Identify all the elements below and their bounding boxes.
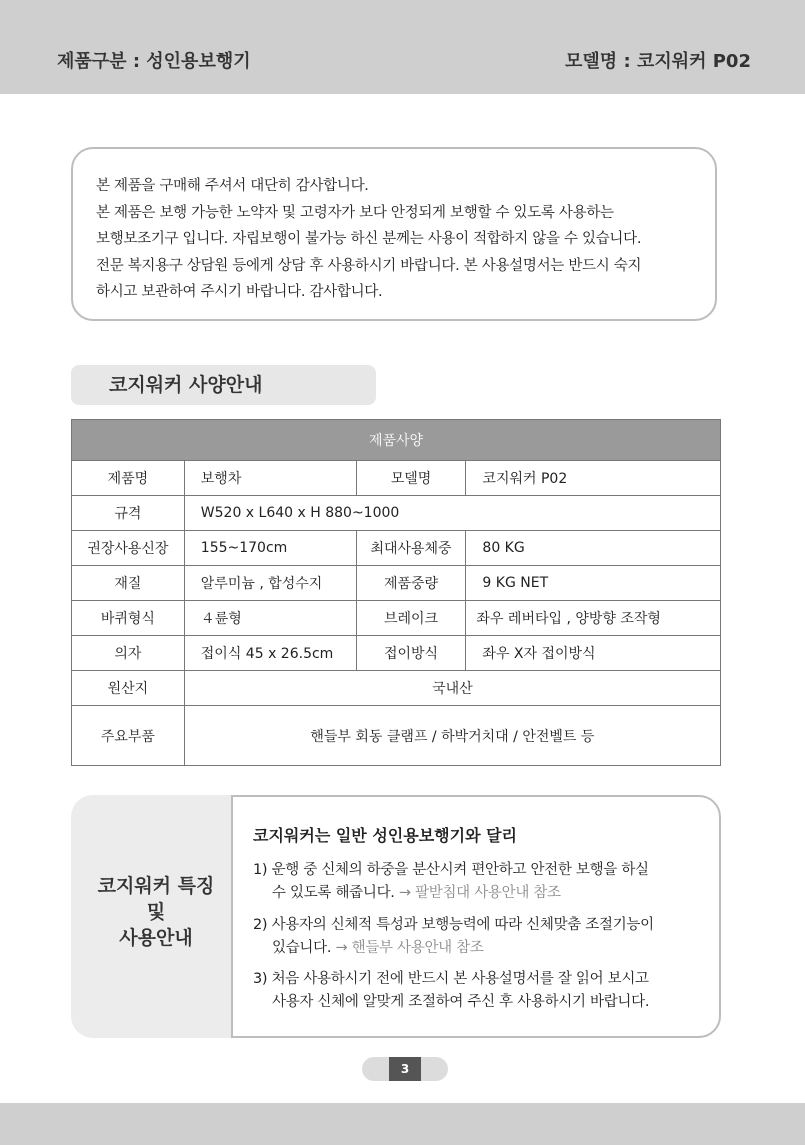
feature-item-text: 있습니다. [272,940,336,956]
feature-reference: → 팔받침대 사용안내 참조 [398,885,561,901]
spec-value: ４륜형 [184,601,356,636]
spec-key: 바퀴형식 [72,601,185,636]
table-row [72,531,721,566]
table-row [72,566,721,601]
feature-item-line [272,936,484,957]
intro-line: 보행보조기구 입니다. 자립보행이 불가능 하신 분께는 사용이 적합하지 않을 수 있습니다. [96,231,642,247]
page-indicator [362,1057,448,1081]
spec-value: 핸들부 회동 클램프 / 하박거치대 / 안전벨트 등 [184,706,720,766]
table-row [72,601,721,636]
spec-key: 제품중량 [356,566,466,601]
table-row [72,706,721,766]
page-header [0,0,805,94]
spec-value: 9 KG NET [466,566,721,601]
spec-key: 규격 [72,496,185,531]
spec-table-header: 제품사양 [72,420,721,461]
spec-key: 의자 [72,636,185,671]
intro-line: 하시고 보관하여 주시기 바랍니다. 감사합니다. [96,284,383,300]
spec-key: 브레이크 [356,601,466,636]
feature-item-line: 3) 처음 사용하시기 전에 반드시 본 사용설명서를 잘 읽어 보시고 [253,971,649,987]
spec-table [71,419,721,766]
features-side-title: 사용안내 [119,927,193,949]
features-box [231,795,721,1038]
features-side-panel [71,795,241,1038]
table-row [72,496,721,531]
spec-section-title: 코지워커 사양안내 [71,365,376,405]
feature-item-line [272,881,561,902]
spec-value: 155~170cm [184,531,356,566]
feature-item-text: 수 있도록 해줍니다. [272,885,395,901]
spec-value: 좌우 X자 접이방식 [466,636,721,671]
spec-value: 보행차 [184,461,356,496]
model-name: 모델명 : 코지워커 P02 [565,51,751,72]
feature-item-line: 사용자 신체에 알맞게 조절하여 주신 후 사용하시기 바랍니다. [272,994,650,1010]
spec-key: 접이방식 [356,636,466,671]
feature-item-line: 2) 사용자의 신체적 특성과 보행능력에 따라 신체맞춤 조절기능이 [253,917,654,933]
spec-key: 주요부품 [72,706,185,766]
intro-line: 본 제품을 구매해 주셔서 대단히 감사합니다. [96,178,369,194]
intro-line: 전문 복지용구 상담원 등에게 상담 후 사용하시기 바랍니다. 본 사용설명서는 반드시 숙지 [96,257,642,274]
spec-value: W520 x L640 x H 880~1000 [184,496,720,531]
spec-key: 권장사용신장 [72,531,185,566]
feature-item-line: 1) 운행 중 신체의 하중을 분산시켜 편안하고 안전한 보행을 하실 [253,862,649,878]
spec-value: 알루미늄 , 합성수지 [184,566,356,601]
spec-key: 모델명 [356,461,466,496]
table-row [72,461,721,496]
table-row [72,636,721,671]
page-number: 3 [389,1057,421,1081]
spec-value: 80 KG [466,531,721,566]
spec-value: 국내산 [184,671,720,706]
intro-line: 본 제품은 보행 가능한 노약자 및 고령자가 보다 안정되게 보행할 수 있도록 사용하는 [96,204,614,221]
spec-key: 제품명 [72,461,185,496]
table-row [72,671,721,706]
spec-key: 재질 [72,566,185,601]
features-side-title: 및 [146,901,166,923]
spec-key: 원산지 [72,671,185,706]
features-side-title: 코지워커 특징 [97,875,215,897]
spec-key: 최대사용체중 [356,531,466,566]
feature-reference: → 핸들부 사용안내 참조 [335,940,484,956]
spec-value: 좌우 레버타입 , 양방향 조작형 [466,601,721,636]
spec-value: 코지워커 P02 [466,461,721,496]
product-category: 제품구분 : 성인용보행기 [57,51,251,72]
intro-box [71,147,717,321]
features-heading: 코지워커는 일반 성인용보행기와 달리 [253,826,518,845]
spec-value: 접이식 45 x 26.5cm [184,636,356,671]
page-footer [0,1103,805,1145]
